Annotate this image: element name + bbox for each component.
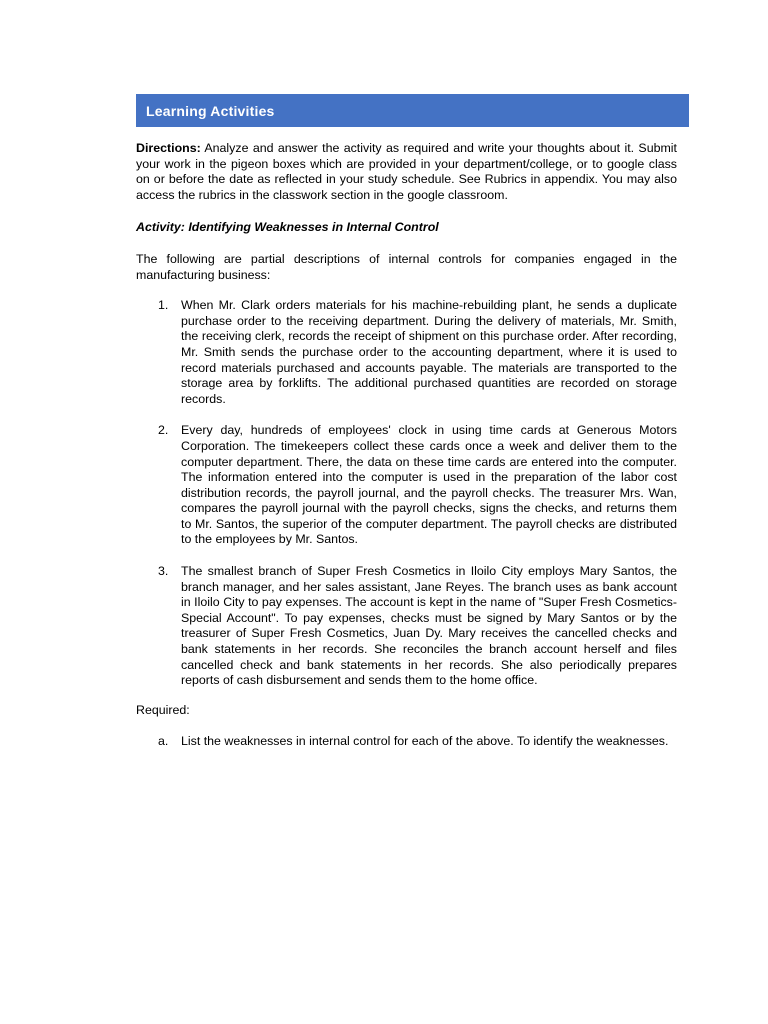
directions-label: Directions:	[136, 141, 201, 155]
list-item	[136, 423, 677, 548]
required-item-letter: a.	[158, 734, 169, 749]
list-item	[136, 564, 677, 689]
list-item	[136, 298, 677, 407]
directions-text: Analyze and answer the activity as required and write your thoughts about it. Submit your work in the pigeon boxes which are provided in your department/college, or to google class on or before the date as reflected in your study schedule. See Rubrics in appendix. You may also access the rubrics in the classwork section in the google classroom.	[136, 141, 677, 202]
list-item-number: 3.	[158, 564, 169, 579]
required-label: Required:	[136, 702, 190, 717]
case-list	[136, 298, 677, 689]
activity-intro: The following are partial descriptions of internal controls for companies engaged in the manufacturing business:	[136, 251, 677, 282]
list-item-text: Every day, hundreds of employees' clock in using time cards at Generous Motors Corporation. The timekeepers collect these cards once a week and deliver them to the computer department. There, the data on these time cards are entered into the computer. The information entered into the computer is used in the preparation of the labor cost distribution records, the payroll journal, and the payroll checks. The treasurer Mrs. Wan, compares the payroll journal with the payroll checks, signs the checks, and returns them to Mr. Santos, the superior of the computer department. The payroll checks are distributed to the employees by Mr. Santos.	[181, 423, 677, 547]
list-item-text: When Mr. Clark orders materials for his machine-rebuilding plant, he sends a duplicate purchase order to the receiving department. During the delivery of materials, Mr. Smith, the receiving clerk, records the receipt of shipment on this purchase order. After recording, Mr. Smith sends the purchase order to the accounting department, where it is used to record materials purchased and accounts payable. The materials are transported to the storage area by forklifts. The additional purchased quantities are recorded on storage records.	[181, 298, 677, 406]
list-item-number: 1.	[158, 298, 169, 313]
banner-title: Learning Activities	[146, 102, 275, 119]
directions-paragraph	[136, 141, 677, 203]
activity-title: Activity: Identifying Weaknesses in Internal Control	[136, 220, 439, 235]
list-item-text: The smallest branch of Super Fresh Cosmetics in Iloilo City employs Mary Santos, the branch manager, and her sales assistant, Jane Reyes. The branch uses as bank account in Iloilo City to pay expenses. The account is kept in the name of "Super Fresh Cosmetics- Special Account". To pay expenses, checks must be signed by Mary Santos or by the treasurer of Super Fresh Cosmetics, Juan Dy. Mary receives the cancelled checks and bank statements in her records. She reconciles the branch account herself and files cancelled check and bank statements in her records. She also periodically prepares reports of cash disbursement and sends them to the home office.	[181, 564, 677, 688]
list-item-number: 2.	[158, 423, 169, 438]
required-item	[136, 734, 677, 750]
document-page	[136, 94, 677, 750]
required-item-text: List the weaknesses in internal control for each of the above. To identify the weaknesses.	[181, 734, 669, 749]
learning-activities-banner	[136, 94, 689, 127]
